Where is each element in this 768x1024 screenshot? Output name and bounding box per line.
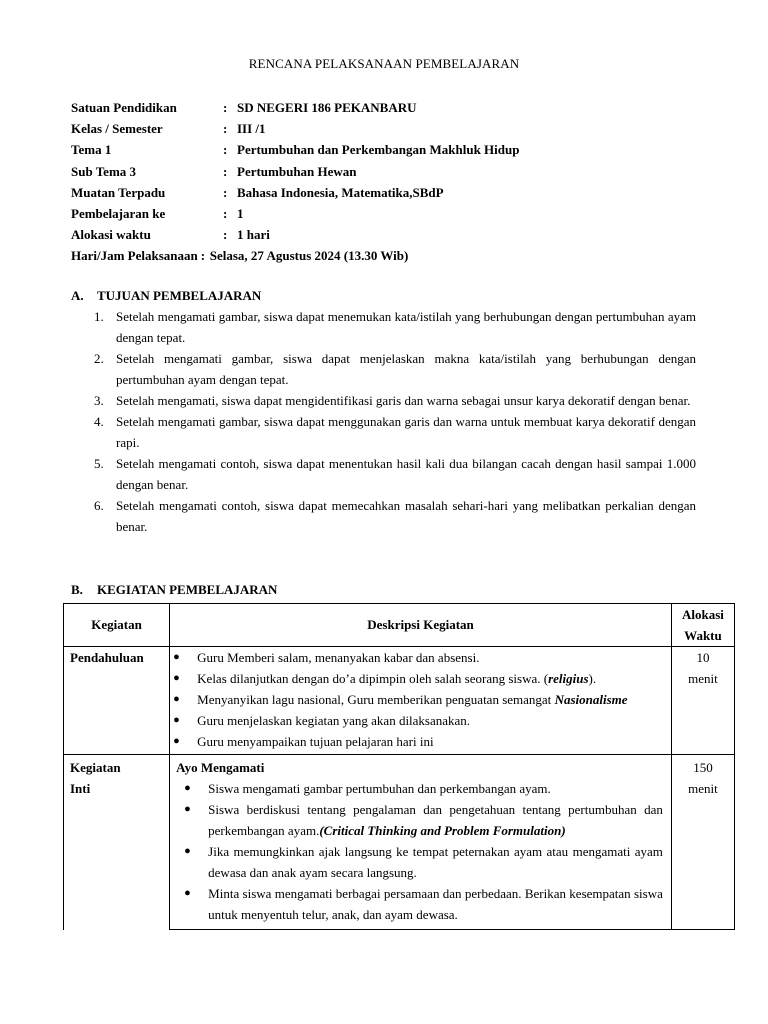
- item-number: 5.: [94, 456, 104, 471]
- item-text: Guru menjelaskan kegiatan yang akan dilaksanakan.: [197, 713, 471, 728]
- item-number: 3.: [94, 393, 104, 408]
- meta-colon: :: [223, 184, 228, 200]
- list-item: [94, 495, 696, 537]
- item-text: Guru menyampaikan tujuan pelajaran hari ini: [197, 734, 434, 749]
- cell-inti-desc: [170, 755, 672, 930]
- list-item: [170, 647, 671, 668]
- meta-value: III /1: [237, 121, 266, 137]
- item-text: Setelah mengamati, siswa dapat mengidentifikasi garis dan warna sebagai unsur karya dekoratif dengan benar.: [116, 393, 691, 408]
- bullet-icon: ●: [184, 845, 191, 857]
- item-text: Minta siswa mengamati berbagai persamaan dan perbedaan. Berikan kesempatan siswa untuk menyentuh telur, anak, dan ayam dewasa.: [208, 886, 663, 922]
- cell-inti-time: [671, 755, 734, 930]
- item-text: Setelah mengamati gambar, siswa dapat menggunakan garis dan warna untuk membuat karya dekoratif dengan rapi.: [116, 414, 696, 450]
- list-item: [170, 778, 671, 799]
- item-number: 2.: [94, 351, 104, 366]
- meta-row: [71, 245, 519, 266]
- meta-value: 1 hari: [237, 227, 270, 243]
- meta-row: [71, 97, 519, 118]
- cell-pendahuluan-time: [671, 647, 734, 755]
- section-b-heading: [71, 582, 277, 598]
- list-item: [94, 306, 696, 348]
- text-run: ).: [588, 671, 597, 686]
- meta-colon: :: [200, 248, 206, 264]
- item-text: [197, 668, 671, 689]
- bullet-icon: ●: [184, 782, 191, 794]
- emphasis-text: religius: [548, 671, 589, 686]
- meta-colon: :: [223, 142, 228, 158]
- meta-label: Pembelajaran ke: [71, 205, 166, 221]
- meta-colon: :: [223, 205, 228, 221]
- header-alokasi-line2: Waktu: [684, 628, 722, 643]
- meta-label: Tema 1: [71, 142, 112, 158]
- time-unit: menit: [688, 781, 718, 796]
- list-item: [170, 689, 671, 710]
- time-value: 10: [696, 650, 710, 665]
- objectives-list: [94, 306, 696, 537]
- item-text: Guru Memberi salam, menanyakan kabar dan absensi.: [197, 650, 480, 665]
- list-item: [170, 841, 671, 883]
- section-title: TUJUAN PEMBELAJARAN: [97, 288, 262, 303]
- section-letter: B.: [71, 582, 83, 597]
- table-row: [64, 755, 735, 930]
- emphasis-text: (Critical Thinking and Problem Formulation): [319, 823, 566, 838]
- time-unit: menit: [688, 671, 718, 686]
- bullet-icon: ●: [173, 693, 180, 705]
- page-title: RENCANA PELAKSANAAN PEMBELAJARAN: [248, 56, 520, 71]
- text-run: Menyanyikan lagu nasional, Guru memberikan penguatan semangat: [197, 692, 555, 707]
- header-alokasi: [671, 604, 734, 647]
- meta-label: Muatan Terpadu: [71, 184, 166, 200]
- meta-colon: :: [223, 227, 228, 243]
- meta-row: [71, 139, 519, 160]
- label-line1: Kegiatan: [70, 760, 121, 775]
- subhead-ayo-mengamati: Ayo Mengamati: [176, 760, 265, 775]
- meta-label: Hari/Jam Pelaksanaan: [71, 248, 198, 264]
- item-number: 4.: [94, 414, 104, 429]
- meta-row: [71, 161, 519, 182]
- meta-value: Selasa, 27 Agustus 2024 (13.30 Wib): [209, 248, 409, 264]
- cell-pendahuluan-label: Pendahuluan: [64, 647, 170, 755]
- identity-block: [71, 97, 519, 267]
- meta-row: [71, 224, 519, 245]
- bullet-list: [170, 647, 671, 752]
- item-text: Jika memungkinkan ajak langsung ke tempat peternakan ayam atau mengamati ayam dewasa dan anak ayam secara langsung.: [208, 844, 663, 880]
- meta-value: Pertumbuhan dan Perkembangan Makhluk Hidup: [237, 142, 520, 158]
- emphasis-text: Nasionalisme: [554, 692, 628, 707]
- meta-row: [71, 182, 519, 203]
- table-row: [64, 647, 735, 755]
- time-value: 150: [693, 760, 713, 775]
- bullet-icon: ●: [173, 672, 180, 684]
- meta-value: Bahasa Indonesia, Matematika,SBdP: [237, 184, 444, 200]
- meta-colon: :: [223, 100, 228, 115]
- item-text: Setelah mengamati contoh, siswa dapat memecahkan masalah sehari-hari yang melibatkan perkalian dengan benar.: [116, 498, 696, 534]
- section-title: KEGIATAN PEMBELAJARAN: [97, 582, 278, 597]
- list-item: [94, 390, 696, 411]
- header-deskripsi: Deskripsi Kegiatan: [170, 604, 672, 647]
- meta-colon: :: [223, 121, 228, 137]
- item-text: Siswa mengamati gambar pertumbuhan dan perkembangan ayam.: [208, 781, 551, 796]
- activities-table: [63, 603, 735, 930]
- item-number: 1.: [94, 309, 104, 324]
- list-item: [170, 883, 671, 925]
- item-text: Setelah mengamati gambar, siswa dapat menjelaskan makna kata/istilah yang berhubungan dengan pertumbuhan ayam dengan tepat.: [116, 351, 696, 387]
- item-text: [208, 799, 671, 841]
- bullet-icon: ●: [173, 714, 180, 726]
- text-run: Kelas dilanjutkan dengan do’a dipimpin oleh salah seorang siswa. (: [197, 671, 549, 686]
- bullet-icon: ●: [184, 803, 191, 815]
- bullet-icon: ●: [173, 651, 180, 663]
- list-item: [94, 453, 696, 495]
- meta-value: 1: [237, 205, 244, 221]
- section-letter: A.: [71, 288, 84, 303]
- header-alokasi-line1: Alokasi: [681, 607, 724, 622]
- list-item: [94, 411, 696, 453]
- meta-row: [71, 203, 519, 224]
- label-line2: Inti: [70, 781, 91, 796]
- meta-label: Kelas / Semester: [71, 121, 163, 137]
- list-item: [170, 731, 671, 752]
- text-run: Siswa berdiskusi tentang pengalaman dan pengetahuan tentang pertumbuhan dan perkembangan ayam.: [208, 802, 663, 838]
- item-text: Setelah mengamati contoh, siswa dapat menentukan hasil kali dua bilangan cacah dengan hasil sampai 1.000 dengan benar.: [116, 456, 696, 492]
- cell-inti-label: [64, 755, 170, 930]
- list-item: [170, 710, 671, 731]
- meta-colon: :: [223, 163, 228, 179]
- bullet-icon: ●: [173, 735, 180, 747]
- section-a-heading: [71, 288, 261, 304]
- meta-value: Pertumbuhan Hewan: [237, 163, 357, 179]
- bullet-list: [170, 778, 671, 925]
- meta-label: Alokasi waktu: [71, 227, 151, 243]
- cell-pendahuluan-desc: [170, 647, 672, 755]
- list-item: [170, 668, 671, 689]
- item-text: Setelah mengamati gambar, siswa dapat menemukan kata/istilah yang berhubungan dengan pertumbuhan ayam dengan tepat.: [116, 309, 696, 345]
- meta-row: [71, 118, 519, 139]
- item-text: [197, 689, 671, 710]
- table-header-row: [64, 604, 735, 647]
- item-number: 6.: [94, 498, 104, 513]
- list-item: [94, 348, 696, 390]
- meta-label: Satuan Pendidikan: [71, 100, 177, 115]
- bullet-icon: ●: [184, 887, 191, 899]
- header-kegiatan: Kegiatan: [64, 604, 170, 647]
- meta-label: Sub Tema 3: [71, 163, 137, 179]
- meta-value: SD NEGERI 186 PEKANBARU: [237, 100, 417, 115]
- list-item: [170, 799, 671, 841]
